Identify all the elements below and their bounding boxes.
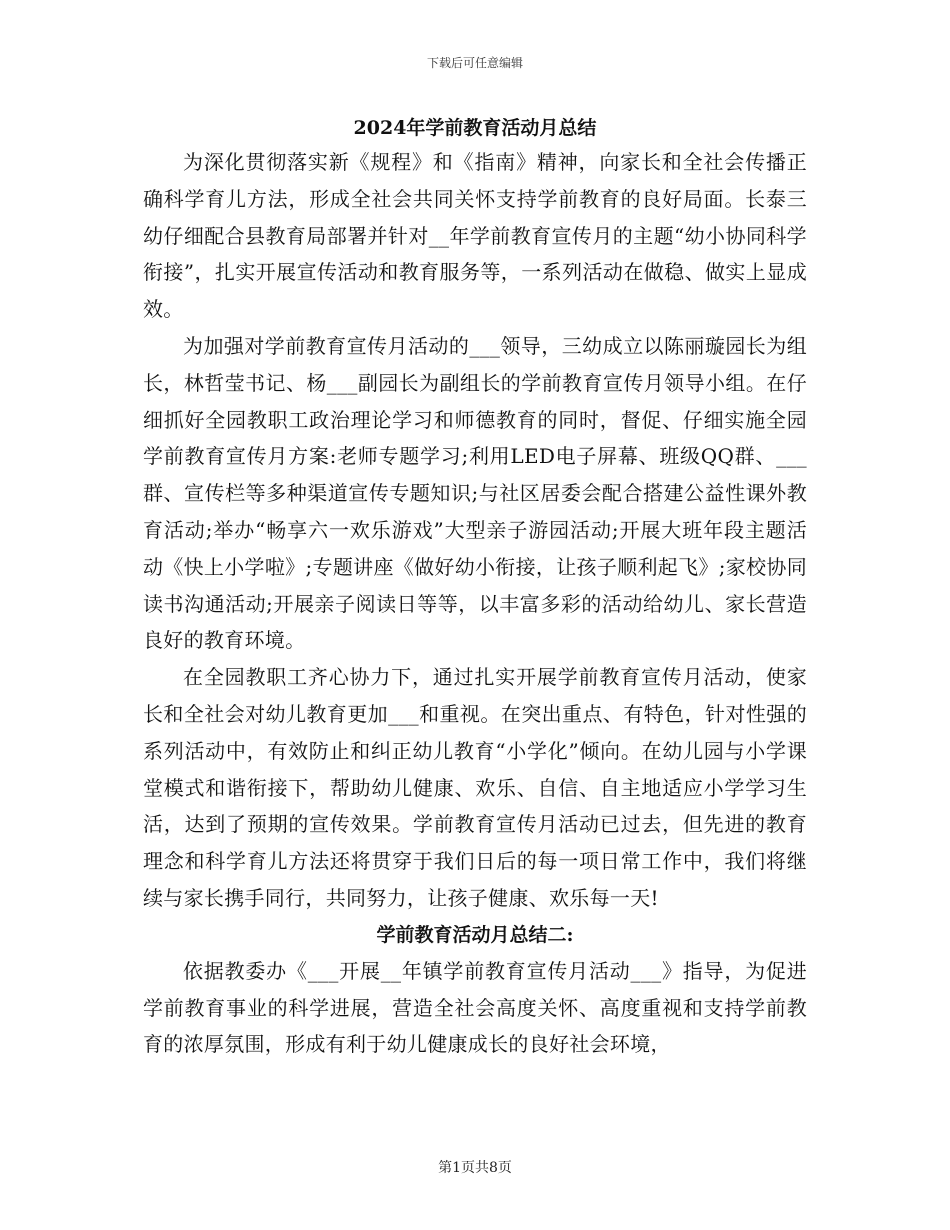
paragraph-2: 为加强对学前教育宣传月活动的___领导，三幼成立以陈丽璇园长为组长，林哲莹书记、杨___副园长为副组长的学前教育宣传月领导小组。在仔细抓好全园教职工政治理论学习和师德教育的同时，督促、仔细实施全园学前教育宣传月方案:老师专题学习;利用LED电子屏幕、班级QQ群、___群、宣传栏等多种渠道宣传专题知识;与社区居委会配合搭建公益性课外教育活动;举办“畅享六一欢乐游戏”大型亲子游园活动;开展大班年段主题活动《快上小学啦》;专题讲座《做好幼小衔接，让孩子顺利起飞》;家校协同读书沟通活动;开展亲子阅读日等等，以丰富多彩的活动给幼儿、家长营造良好的教育环境。 [143,333,807,653]
paragraph-1: 为深化贯彻落实新《规程》和《指南》精神，向家长和全社会传播正确科学育儿方法，形成全社会共同关怀支持学前教育的良好局面。长泰三幼仔细配合县教育局部署并针对__年学前教育宣传月的主题“幼小协同科学衔接”，扎实开展宣传活动和教育服务等，一系列活动在做稳、做实上显成效。 [143,150,807,322]
paragraph-3: 在全园教职工齐心协力下，通过扎实开展学前教育宣传月活动，使家长和全社会对幼儿教育更加___和重视。在突出重点、有特色，针对性强的系列活动中，有效防止和纠正幼儿教育“小学化”倾向。在幼儿园与小学课堂模式和谐衔接下，帮助幼儿健康、欢乐、自信、自主地适应小学学习生活，达到了预期的宣传效果。学前教育宣传月活动已过去，但先进的教育理念和科学育儿方法还将贯穿于我们日后的每一项日常工作中，我们将继续与家长携手同行，共同努力，让孩子健康、欢乐每一天! [143,665,807,910]
document-body [143,112,807,1063]
header-note: 下载后可任意编辑 [426,56,523,70]
page-footer: 第1页共8页 [438,1160,512,1176]
paragraph-4: 依据教委办《___开展__年镇学前教育宣传月活动___》指导，为促进学前教育事业的科学进展，营造全社会高度关怀、高度重视和支持学前教育的浓厚氛围，形成有利于幼儿健康成长的良好社会环境， [143,958,807,1057]
document-title: 2024年学前教育活动月总结 [353,117,597,139]
section-subtitle: 学前教育活动月总结二: [376,923,574,946]
